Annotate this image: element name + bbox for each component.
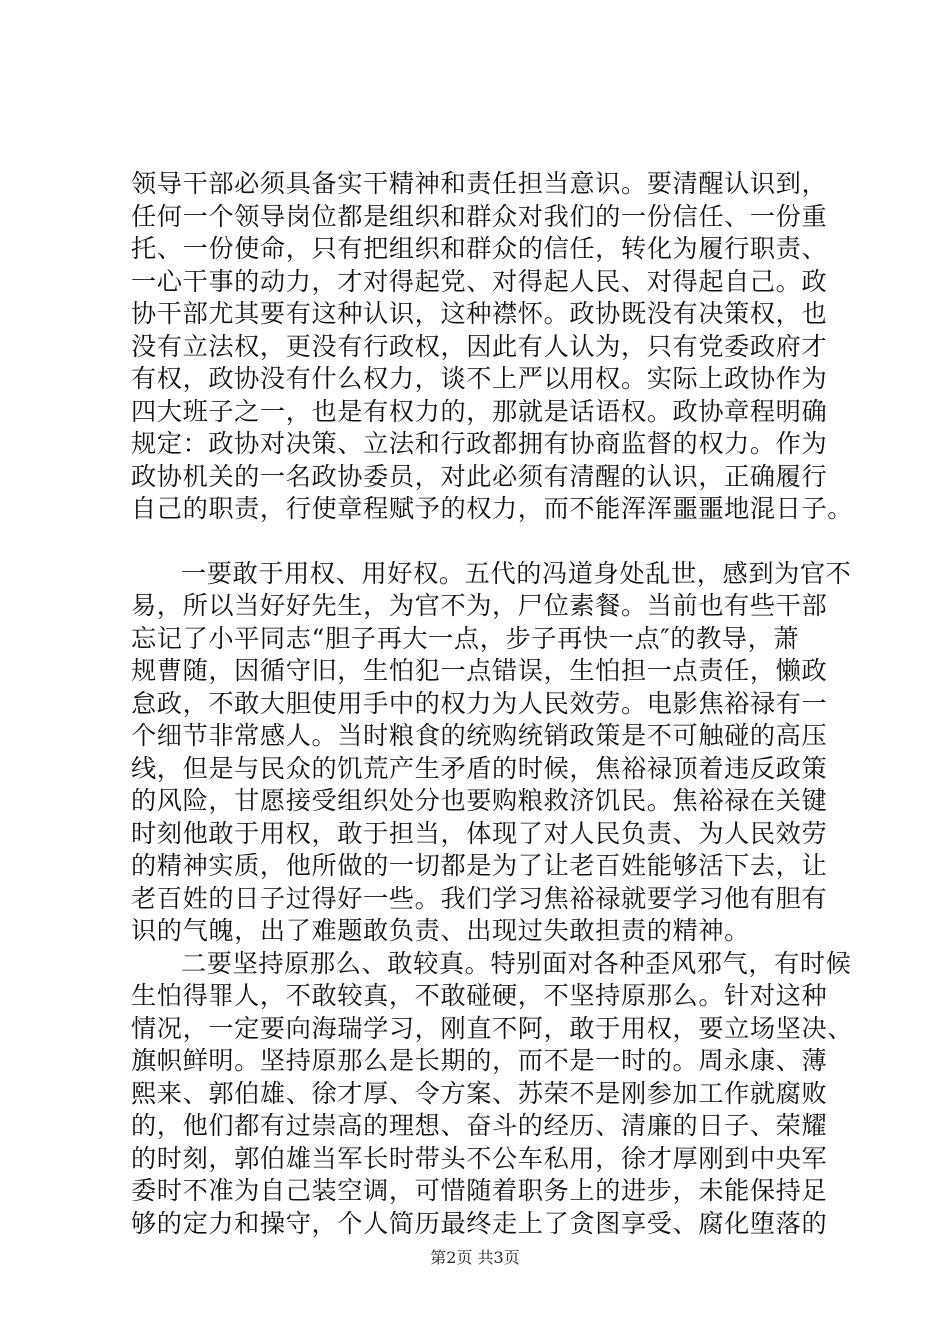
paragraph-3	[131, 948, 854, 1241]
text-line: 没有立法权，更没有行政权，因此有人认为，只有党委政府才	[131, 331, 828, 361]
text-line: 领导干部必须具备实干精神和责任担当意识。要清醒认识到，	[131, 169, 828, 198]
text-line: 够的定力和操守，个人简历最终走上了贪图享受、腐化堕落的	[131, 1208, 828, 1238]
text-line: 老百姓的日子过得好一些。我们学习焦裕禄就要学习他有胆有	[131, 883, 828, 913]
text-line: 自己的职责，行使章程赋予的权力，而不能浑浑噩噩地混日子。	[131, 494, 854, 523]
paragraph-1	[131, 168, 854, 526]
text-line: 委时不准为自己装空调，可惜随着职务上的进步，未能保持足	[131, 1176, 828, 1205]
text-line: 协干部尤其要有这种认识，这种襟怀。政协既没有决策权，也	[131, 299, 828, 328]
paragraph-2	[131, 558, 852, 948]
text-line: 生怕得罪人，不敢较真，不敢碰硬，不坚持原那么。针对这种	[131, 981, 828, 1010]
text-line: 识的气魄，出了难题敢负责、出现过失敢担责的精神。	[131, 916, 750, 945]
text-line: 任何一个领导岗位都是组织和群众对我们的一份信任、一份重	[131, 201, 828, 231]
text-line: 易，所以当好好先生，为官不为，尸位素餐。当前也有些干部	[131, 591, 828, 620]
text-line: 的精神实质，他所做的一切都是为了让老百姓能够活下去，让	[131, 851, 828, 880]
text-line: 有权，政协没有什么权力，谈不上严以用权。实际上政协作为	[131, 364, 828, 393]
text-line: 四大班子之一，也是有权力的，那就是话语权。政协章程明确	[131, 396, 828, 426]
text-line: 一心干事的动力，才对得起党、对得起人民、对得起自己。政	[131, 266, 828, 296]
text-line: 熙来、郭伯雄、徐才厚、令方案、苏荣不是刚参加工作就腐败	[131, 1078, 828, 1108]
text-line: 怠政，不敢大胆使用手中的权力为人民效劳。电影焦裕禄有一	[131, 688, 828, 718]
document-body	[131, 168, 854, 1240]
text-line: 一要敢于用权、用好权。五代的冯道身处乱世，感到为官不	[181, 558, 852, 588]
text-line: 政协机关的一名政协委员，对此必须有清醒的认识，正确履行	[131, 461, 828, 491]
text-line: 的风险，甘愿接受组织处分也要购粮救济饥民。焦裕禄在关键	[131, 786, 828, 815]
text-line: 规曹随，因循守旧，生怕犯一点错误，生怕担一点责任，懒政	[131, 656, 828, 685]
text-line: 情况，一定要向海瑞学习，刚直不阿，敢于用权，要立场坚决、	[131, 1013, 854, 1043]
text-line: 个细节非常感人。当时粮食的统购统销政策是不可触碰的高压	[131, 721, 828, 750]
text-line: 忘记了小平同志“胆子再大一点，步子再快一点″的教导，萧	[131, 623, 800, 653]
page-number-footer: 第2页 共3页	[430, 1248, 520, 1267]
text-line: 时刻他敢于用权，敢于担当，体现了对人民负责、为人民效劳	[131, 818, 828, 848]
text-line: 托、一份使命，只有把组织和群众的信任，转化为履行职责、	[131, 234, 828, 263]
text-line: 旗帜鲜明。坚持原那么是长期的，而不是一时的。周永康、薄	[131, 1046, 828, 1075]
text-line: 的，他们都有过崇高的理想、奋斗的经历、清廉的日子、荣耀	[131, 1111, 828, 1140]
paragraph-spacer	[131, 526, 831, 558]
text-line: 规定：政协对决策、立法和行政都拥有协商监督的权力。作为	[131, 429, 828, 458]
text-line: 二要坚持原那么、敢较真。特别面对各种歪风邪气，有时候	[181, 948, 852, 978]
text-line: 的时刻，郭伯雄当军长时带头不公车私用，徐才厚刚到中央军	[131, 1143, 828, 1173]
text-line: 线，但是与民众的饥荒产生矛盾的时候，焦裕禄顶着违反政策	[131, 753, 828, 783]
